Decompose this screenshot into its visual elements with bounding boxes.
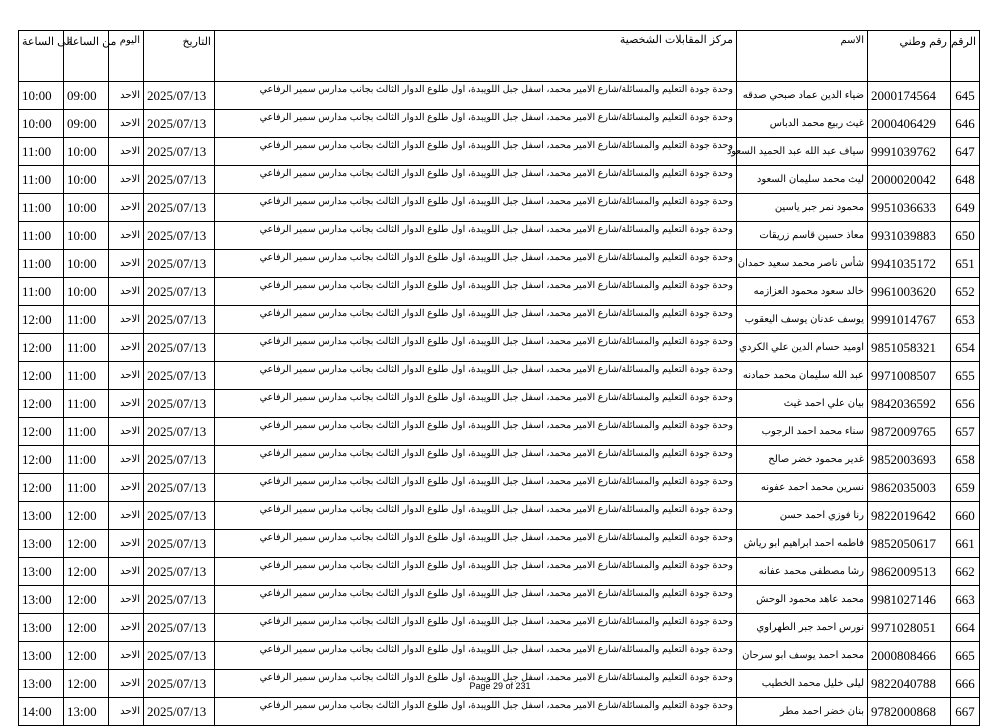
to-time-cell: 11:00 bbox=[19, 250, 64, 278]
from-time-cell: 12:00 bbox=[64, 670, 109, 698]
interview-day-cell: الاحد bbox=[109, 586, 144, 614]
interview-date-cell: 2025/07/13 bbox=[144, 194, 215, 222]
from-time-cell: 12:00 bbox=[64, 530, 109, 558]
interview-center-cell: وحدة جودة التعليم والمسائلة/شارع الامير محمد، اسفل جبل اللويبدة، اول طلوع الدوار الثالث بجانب مدارس سمير الرفاعي bbox=[215, 614, 737, 642]
from-time-cell: 11:00 bbox=[64, 418, 109, 446]
header-date: التاريخ bbox=[144, 31, 215, 82]
table-row bbox=[19, 558, 980, 586]
interview-day-cell: الاحد bbox=[109, 418, 144, 446]
to-time-cell: 13:00 bbox=[19, 614, 64, 642]
from-time-cell: 11:00 bbox=[64, 446, 109, 474]
interview-day-cell: الاحد bbox=[109, 82, 144, 110]
from-time-cell: 11:00 bbox=[64, 334, 109, 362]
interview-center-cell: وحدة جودة التعليم والمسائلة/شارع الامير محمد، اسفل جبل اللويبدة، اول طلوع الدوار الثالث بجانب مدارس سمير الرفاعي bbox=[215, 670, 737, 698]
interview-date-cell: 2025/07/13 bbox=[144, 390, 215, 418]
row-number-cell: 654 bbox=[951, 334, 980, 362]
interview-center-cell: وحدة جودة التعليم والمسائلة/شارع الامير محمد، اسفل جبل اللويبدة، اول طلوع الدوار الثالث بجانب مدارس سمير الرفاعي bbox=[215, 642, 737, 670]
to-time-cell: 13:00 bbox=[19, 586, 64, 614]
interview-day-cell: الاحد bbox=[109, 250, 144, 278]
to-time-cell: 12:00 bbox=[19, 418, 64, 446]
header-row bbox=[19, 31, 980, 82]
header-from: من الساعة bbox=[64, 31, 109, 82]
interview-center-cell: وحدة جودة التعليم والمسائلة/شارع الامير محمد، اسفل جبل اللويبدة، اول طلوع الدوار الثالث بجانب مدارس سمير الرفاعي bbox=[215, 334, 737, 362]
interview-center-cell: وحدة جودة التعليم والمسائلة/شارع الامير محمد، اسفل جبل اللويبدة، اول طلوع الدوار الثالث بجانب مدارس سمير الرفاعي bbox=[215, 278, 737, 306]
applicant-name-cell: فاطمه احمد ابراهيم ابو رياش bbox=[737, 530, 868, 558]
header-num: الرقم bbox=[951, 31, 980, 82]
national-id-cell: 9981027146 bbox=[868, 586, 951, 614]
from-time-cell: 10:00 bbox=[64, 194, 109, 222]
interview-day-cell: الاحد bbox=[109, 502, 144, 530]
row-number-cell: 666 bbox=[951, 670, 980, 698]
interview-center-cell: وحدة جودة التعليم والمسائلة/شارع الامير محمد، اسفل جبل اللويبدة، اول طلوع الدوار الثالث بجانب مدارس سمير الرفاعي bbox=[215, 698, 737, 726]
national-id-cell: 9822040788 bbox=[868, 670, 951, 698]
interview-date-cell: 2025/07/13 bbox=[144, 166, 215, 194]
interview-schedule-table bbox=[18, 30, 980, 726]
from-time-cell: 12:00 bbox=[64, 502, 109, 530]
row-number-cell: 663 bbox=[951, 586, 980, 614]
interview-day-cell: الاحد bbox=[109, 362, 144, 390]
interview-center-cell: وحدة جودة التعليم والمسائلة/شارع الامير محمد، اسفل جبل اللويبدة، اول طلوع الدوار الثالث بجانب مدارس سمير الرفاعي bbox=[215, 418, 737, 446]
interview-date-cell: 2025/07/13 bbox=[144, 418, 215, 446]
row-number-cell: 647 bbox=[951, 138, 980, 166]
table-row bbox=[19, 418, 980, 446]
interview-date-cell: 2025/07/13 bbox=[144, 530, 215, 558]
national-id-cell: 9991039762 bbox=[868, 138, 951, 166]
applicant-name-cell: معاذ حسين قاسم زريقات bbox=[737, 222, 868, 250]
applicant-name-cell: سناء محمد احمد الرجوب bbox=[737, 418, 868, 446]
interview-center-cell: وحدة جودة التعليم والمسائلة/شارع الامير محمد، اسفل جبل اللويبدة، اول طلوع الدوار الثالث بجانب مدارس سمير الرفاعي bbox=[215, 502, 737, 530]
interview-day-cell: الاحد bbox=[109, 334, 144, 362]
to-time-cell: 13:00 bbox=[19, 502, 64, 530]
applicant-name-cell: سياف عبد الله عبد الحميد السعود bbox=[737, 138, 868, 166]
header-name: الاسم bbox=[737, 31, 868, 82]
national-id-cell: 9941035172 bbox=[868, 250, 951, 278]
interview-day-cell: الاحد bbox=[109, 474, 144, 502]
to-time-cell: 12:00 bbox=[19, 446, 64, 474]
from-time-cell: 12:00 bbox=[64, 586, 109, 614]
national-id-cell: 9931039883 bbox=[868, 222, 951, 250]
interview-center-cell: وحدة جودة التعليم والمسائلة/شارع الامير محمد، اسفل جبل اللويبدة، اول طلوع الدوار الثالث بجانب مدارس سمير الرفاعي bbox=[215, 474, 737, 502]
national-id-cell: 2000174564 bbox=[868, 82, 951, 110]
interview-date-cell: 2025/07/13 bbox=[144, 306, 215, 334]
from-time-cell: 12:00 bbox=[64, 614, 109, 642]
to-time-cell: 12:00 bbox=[19, 362, 64, 390]
page-number: Page 29 of 231 bbox=[469, 681, 531, 691]
interview-day-cell: الاحد bbox=[109, 446, 144, 474]
row-number-cell: 651 bbox=[951, 250, 980, 278]
to-time-cell: 12:00 bbox=[19, 306, 64, 334]
national-id-cell: 9872009765 bbox=[868, 418, 951, 446]
national-id-cell: 9961003620 bbox=[868, 278, 951, 306]
interview-center-cell: وحدة جودة التعليم والمسائلة/شارع الامير محمد، اسفل جبل اللويبدة، اول طلوع الدوار الثالث بجانب مدارس سمير الرفاعي bbox=[215, 558, 737, 586]
interview-center-cell: وحدة جودة التعليم والمسائلة/شارع الامير محمد، اسفل جبل اللويبدة، اول طلوع الدوار الثالث بجانب مدارس سمير الرفاعي bbox=[215, 250, 737, 278]
national-id-cell: 9852050617 bbox=[868, 530, 951, 558]
to-time-cell: 13:00 bbox=[19, 558, 64, 586]
interview-day-cell: الاحد bbox=[109, 306, 144, 334]
interview-date-cell: 2025/07/13 bbox=[144, 642, 215, 670]
interview-center-cell: وحدة جودة التعليم والمسائلة/شارع الامير محمد، اسفل جبل اللويبدة، اول طلوع الدوار الثالث بجانب مدارس سمير الرفاعي bbox=[215, 586, 737, 614]
header-to: الى الساعة bbox=[19, 31, 64, 82]
interview-date-cell: 2025/07/13 bbox=[144, 446, 215, 474]
row-number-cell: 661 bbox=[951, 530, 980, 558]
to-time-cell: 11:00 bbox=[19, 278, 64, 306]
row-number-cell: 664 bbox=[951, 614, 980, 642]
to-time-cell: 11:00 bbox=[19, 222, 64, 250]
from-time-cell: 11:00 bbox=[64, 390, 109, 418]
interview-center-cell: وحدة جودة التعليم والمسائلة/شارع الامير محمد، اسفل جبل اللويبدة، اول طلوع الدوار الثالث بجانب مدارس سمير الرفاعي bbox=[215, 138, 737, 166]
table-row bbox=[19, 138, 980, 166]
national-id-cell: 9822019642 bbox=[868, 502, 951, 530]
interview-day-cell: الاحد bbox=[109, 194, 144, 222]
table-row bbox=[19, 642, 980, 670]
to-time-cell: 10:00 bbox=[19, 110, 64, 138]
from-time-cell: 13:00 bbox=[64, 698, 109, 726]
interview-day-cell: الاحد bbox=[109, 110, 144, 138]
national-id-cell: 9862035003 bbox=[868, 474, 951, 502]
national-id-cell: 9852003693 bbox=[868, 446, 951, 474]
applicant-name-cell: غدير محمود خضر صالح bbox=[737, 446, 868, 474]
applicant-name-cell: يوسف عدنان يوسف اليعقوب bbox=[737, 306, 868, 334]
from-time-cell: 10:00 bbox=[64, 222, 109, 250]
applicant-name-cell: نورس احمد جبر الطهراوي bbox=[737, 614, 868, 642]
table-row bbox=[19, 110, 980, 138]
national-id-cell: 9851058321 bbox=[868, 334, 951, 362]
interview-day-cell: الاحد bbox=[109, 530, 144, 558]
to-time-cell: 12:00 bbox=[19, 334, 64, 362]
table-row bbox=[19, 614, 980, 642]
from-time-cell: 09:00 bbox=[64, 110, 109, 138]
to-time-cell: 12:00 bbox=[19, 390, 64, 418]
applicant-name-cell: محمود نمر جبر ياسين bbox=[737, 194, 868, 222]
interview-date-cell: 2025/07/13 bbox=[144, 110, 215, 138]
applicant-name-cell: رنا فوزي احمد حسن bbox=[737, 502, 868, 530]
row-number-cell: 667 bbox=[951, 698, 980, 726]
interview-day-cell: الاحد bbox=[109, 642, 144, 670]
to-time-cell: 11:00 bbox=[19, 138, 64, 166]
to-time-cell: 13:00 bbox=[19, 530, 64, 558]
applicant-name-cell: ضياء الدين عماد صبحي صدقه bbox=[737, 82, 868, 110]
interview-date-cell: 2025/07/13 bbox=[144, 222, 215, 250]
applicant-name-cell: ليلى خليل محمد الخطيب bbox=[737, 670, 868, 698]
from-time-cell: 10:00 bbox=[64, 278, 109, 306]
to-time-cell: 14:00 bbox=[19, 698, 64, 726]
table-row bbox=[19, 586, 980, 614]
interview-center-cell: وحدة جودة التعليم والمسائلة/شارع الامير محمد، اسفل جبل اللويبدة، اول طلوع الدوار الثالث بجانب مدارس سمير الرفاعي bbox=[215, 530, 737, 558]
applicant-name-cell: بيان علي احمد غيث bbox=[737, 390, 868, 418]
national-id-cell: 2000020042 bbox=[868, 166, 951, 194]
row-number-cell: 657 bbox=[951, 418, 980, 446]
national-id-cell: 2000406429 bbox=[868, 110, 951, 138]
row-number-cell: 648 bbox=[951, 166, 980, 194]
national-id-cell: 9991014767 bbox=[868, 306, 951, 334]
row-number-cell: 665 bbox=[951, 642, 980, 670]
interview-date-cell: 2025/07/13 bbox=[144, 334, 215, 362]
from-time-cell: 10:00 bbox=[64, 250, 109, 278]
interview-date-cell: 2025/07/13 bbox=[144, 614, 215, 642]
row-number-cell: 658 bbox=[951, 446, 980, 474]
interview-day-cell: الاحد bbox=[109, 222, 144, 250]
interview-date-cell: 2025/07/13 bbox=[144, 698, 215, 726]
interview-center-cell: وحدة جودة التعليم والمسائلة/شارع الامير محمد، اسفل جبل اللويبدة، اول طلوع الدوار الثالث بجانب مدارس سمير الرفاعي bbox=[215, 166, 737, 194]
applicant-name-cell: بنان خضر احمد مطر bbox=[737, 698, 868, 726]
interview-date-cell: 2025/07/13 bbox=[144, 138, 215, 166]
table-row bbox=[19, 306, 980, 334]
table-row bbox=[19, 502, 980, 530]
header-day: اليوم bbox=[109, 31, 144, 82]
table-row bbox=[19, 390, 980, 418]
interview-day-cell: الاحد bbox=[109, 166, 144, 194]
interview-date-cell: 2025/07/13 bbox=[144, 670, 215, 698]
interview-center-cell: وحدة جودة التعليم والمسائلة/شارع الامير محمد، اسفل جبل اللويبدة، اول طلوع الدوار الثالث بجانب مدارس سمير الرفاعي bbox=[215, 222, 737, 250]
to-time-cell: 12:00 bbox=[19, 474, 64, 502]
interview-date-cell: 2025/07/13 bbox=[144, 250, 215, 278]
row-number-cell: 646 bbox=[951, 110, 980, 138]
row-number-cell: 653 bbox=[951, 306, 980, 334]
table-row bbox=[19, 166, 980, 194]
interview-date-cell: 2025/07/13 bbox=[144, 278, 215, 306]
table-row bbox=[19, 222, 980, 250]
table-row bbox=[19, 82, 980, 110]
table-row bbox=[19, 278, 980, 306]
interview-center-cell: وحدة جودة التعليم والمسائلة/شارع الامير محمد، اسفل جبل اللويبدة، اول طلوع الدوار الثالث بجانب مدارس سمير الرفاعي bbox=[215, 82, 737, 110]
interview-date-cell: 2025/07/13 bbox=[144, 502, 215, 530]
to-time-cell: 13:00 bbox=[19, 642, 64, 670]
interview-day-cell: الاحد bbox=[109, 138, 144, 166]
interview-date-cell: 2025/07/13 bbox=[144, 474, 215, 502]
national-id-cell: 2000808466 bbox=[868, 642, 951, 670]
applicant-name-cell: محمد احمد يوسف ابو سرحان bbox=[737, 642, 868, 670]
national-id-cell: 9951036633 bbox=[868, 194, 951, 222]
row-number-cell: 660 bbox=[951, 502, 980, 530]
national-id-cell: 9782000868 bbox=[868, 698, 951, 726]
applicant-name-cell: ليث محمد سليمان السعود bbox=[737, 166, 868, 194]
interview-center-cell: وحدة جودة التعليم والمسائلة/شارع الامير محمد، اسفل جبل اللويبدة، اول طلوع الدوار الثالث بجانب مدارس سمير الرفاعي bbox=[215, 390, 737, 418]
applicant-name-cell: خالد سعود محمود العزازمه bbox=[737, 278, 868, 306]
from-time-cell: 09:00 bbox=[64, 82, 109, 110]
from-time-cell: 11:00 bbox=[64, 306, 109, 334]
interview-date-cell: 2025/07/13 bbox=[144, 362, 215, 390]
row-number-cell: 655 bbox=[951, 362, 980, 390]
table-row bbox=[19, 334, 980, 362]
interview-day-cell: الاحد bbox=[109, 558, 144, 586]
header-center: مركز المقابلات الشخصية bbox=[215, 31, 737, 82]
national-id-cell: 9971028051 bbox=[868, 614, 951, 642]
table-row bbox=[19, 362, 980, 390]
interview-center-cell: وحدة جودة التعليم والمسائلة/شارع الامير محمد، اسفل جبل اللويبدة، اول طلوع الدوار الثالث بجانب مدارس سمير الرفاعي bbox=[215, 306, 737, 334]
applicant-name-cell: اوميد حسام الدين علي الكردي bbox=[737, 334, 868, 362]
row-number-cell: 645 bbox=[951, 82, 980, 110]
interview-center-cell: وحدة جودة التعليم والمسائلة/شارع الامير محمد، اسفل جبل اللويبدة، اول طلوع الدوار الثالث بجانب مدارس سمير الرفاعي bbox=[215, 110, 737, 138]
applicant-name-cell: غيث ربيع محمد الدباس bbox=[737, 110, 868, 138]
interview-day-cell: الاحد bbox=[109, 278, 144, 306]
from-time-cell: 11:00 bbox=[64, 362, 109, 390]
row-number-cell: 649 bbox=[951, 194, 980, 222]
to-time-cell: 10:00 bbox=[19, 82, 64, 110]
row-number-cell: 659 bbox=[951, 474, 980, 502]
applicant-name-cell: شأس ناصر محمد سعيد حمدان bbox=[737, 250, 868, 278]
row-number-cell: 650 bbox=[951, 222, 980, 250]
table-row bbox=[19, 250, 980, 278]
from-time-cell: 12:00 bbox=[64, 558, 109, 586]
table-row bbox=[19, 446, 980, 474]
row-number-cell: 662 bbox=[951, 558, 980, 586]
from-time-cell: 10:00 bbox=[64, 138, 109, 166]
interview-center-cell: وحدة جودة التعليم والمسائلة/شارع الامير محمد، اسفل جبل اللويبدة، اول طلوع الدوار الثالث بجانب مدارس سمير الرفاعي bbox=[215, 446, 737, 474]
applicant-name-cell: محمد عاهد محمود الوحش bbox=[737, 586, 868, 614]
national-id-cell: 9971008507 bbox=[868, 362, 951, 390]
interview-date-cell: 2025/07/13 bbox=[144, 558, 215, 586]
to-time-cell: 13:00 bbox=[19, 670, 64, 698]
national-id-cell: 9862009513 bbox=[868, 558, 951, 586]
table-row bbox=[19, 530, 980, 558]
interview-day-cell: الاحد bbox=[109, 670, 144, 698]
table-row bbox=[19, 474, 980, 502]
interview-date-cell: 2025/07/13 bbox=[144, 586, 215, 614]
from-time-cell: 10:00 bbox=[64, 166, 109, 194]
national-id-cell: 9842036592 bbox=[868, 390, 951, 418]
interview-center-cell: وحدة جودة التعليم والمسائلة/شارع الامير محمد، اسفل جبل اللويبدة، اول طلوع الدوار الثالث بجانب مدارس سمير الرفاعي bbox=[215, 362, 737, 390]
applicant-name-cell: نسرين محمد احمد عفونه bbox=[737, 474, 868, 502]
table-row bbox=[19, 698, 980, 726]
row-number-cell: 652 bbox=[951, 278, 980, 306]
interview-day-cell: الاحد bbox=[109, 614, 144, 642]
interview-day-cell: الاحد bbox=[109, 698, 144, 726]
to-time-cell: 11:00 bbox=[19, 194, 64, 222]
applicant-name-cell: عبد الله سليمان محمد حمادنه bbox=[737, 362, 868, 390]
interview-day-cell: الاحد bbox=[109, 390, 144, 418]
applicant-name-cell: رشا مصطفى محمد عفانه bbox=[737, 558, 868, 586]
to-time-cell: 11:00 bbox=[19, 166, 64, 194]
table-body bbox=[19, 82, 980, 726]
from-time-cell: 11:00 bbox=[64, 474, 109, 502]
table-row bbox=[19, 194, 980, 222]
interview-date-cell: 2025/07/13 bbox=[144, 82, 215, 110]
interview-center-cell: وحدة جودة التعليم والمسائلة/شارع الامير محمد، اسفل جبل اللويبدة، اول طلوع الدوار الثالث بجانب مدارس سمير الرفاعي bbox=[215, 194, 737, 222]
header-national-id: رقم وطني bbox=[868, 31, 951, 82]
row-number-cell: 656 bbox=[951, 390, 980, 418]
from-time-cell: 12:00 bbox=[64, 642, 109, 670]
